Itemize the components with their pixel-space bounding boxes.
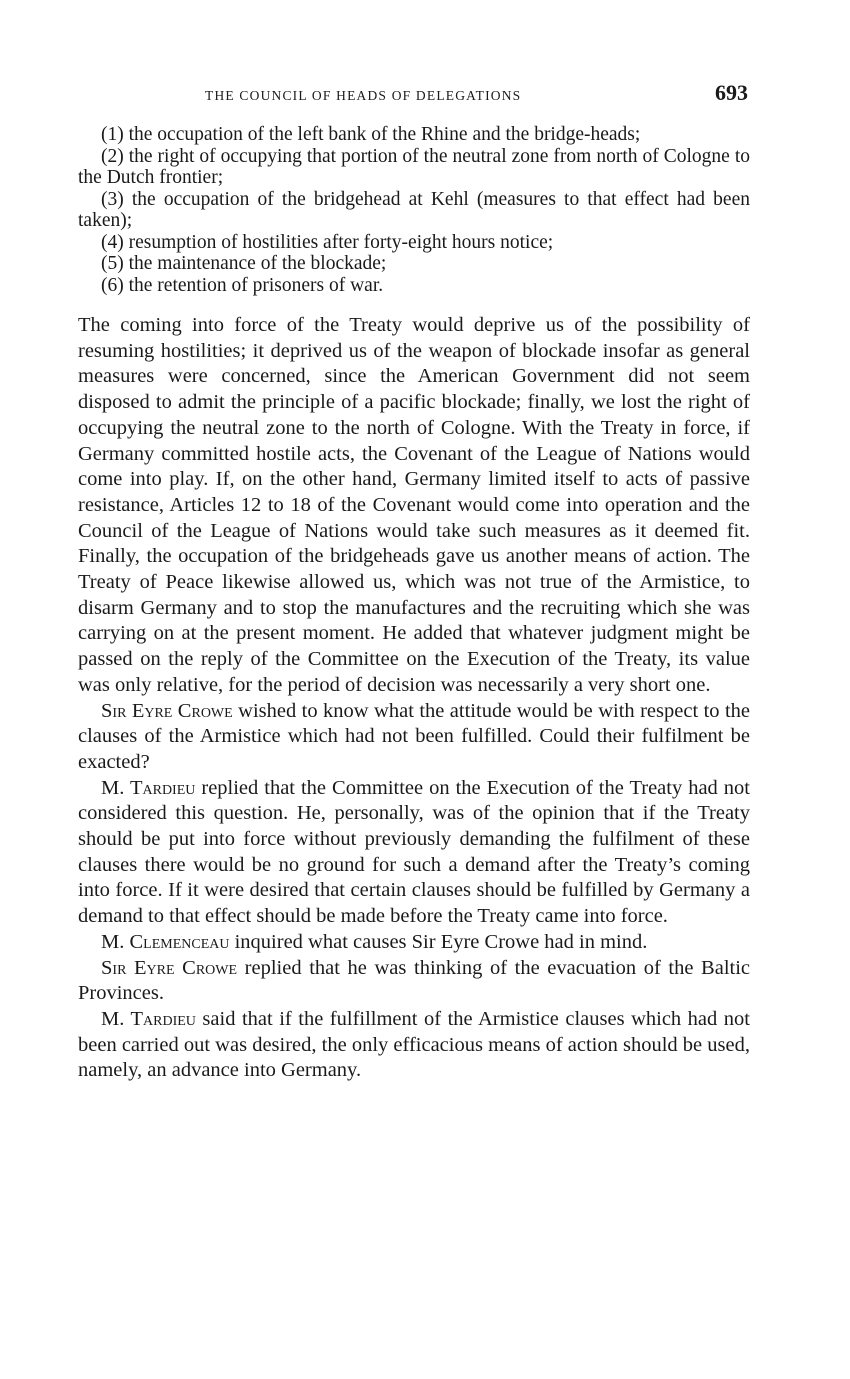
speaker-name: M. Tardieu	[101, 776, 196, 799]
paragraph-text: said that if the fulfillment of the Armistice clauses which had not been carried out was desired, the only efficacious means of action should be used, namely, an advance into Germany.	[78, 1007, 750, 1082]
speaker-name: Sir Eyre Crowe	[101, 956, 238, 979]
paragraph-text: inquired what causes Sir Eyre Crowe had in mind.	[229, 930, 648, 953]
paragraph-text: replied that the Committee on the Execution of the Treaty had not considered this question. He, personally, was of the opinion that if the Treaty should be put into force without previously demanding the fulfilment of these clauses there would be no ground for such a demand after the Treaty’s coming into force. If it were desired that certain clauses should be fulfilled by Germany a demand to that effect should be made before the Treaty came into force.	[78, 776, 750, 928]
paragraph	[78, 313, 750, 699]
speaker-name: M. Clemenceau	[101, 930, 230, 953]
paragraph	[78, 776, 750, 930]
list-item: (1) the occupation of the left bank of the Rhine and the bridge-heads;	[101, 124, 641, 145]
list-item: (2) the right of occupying that portion of the neutral zone from north of Cologne to the Dutch frontier;	[78, 145, 750, 188]
page-number: 693	[715, 80, 748, 105]
paragraph	[78, 699, 750, 776]
list-item: (4) resumption of hostilities after forty-eight hours notice;	[101, 231, 554, 253]
paragraph-text: replied that he was thinking of the evacuation of the Baltic Provinces.	[78, 956, 750, 1005]
list-item: (5) the maintenance of the blockade;	[101, 253, 387, 274]
list-item: (6) the retention of prisoners of war.	[101, 274, 384, 296]
document-page	[78, 80, 750, 1084]
speaker-name: Sir Eyre Crowe	[101, 699, 233, 722]
paragraph-text: The coming into force of the Treaty would deprive us of the possibility of resuming hostilities; it deprived us of the weapon of blockade insofar as general measures were concerned, since the American Government did not seem disposed to admit the principle of a pacific blockade; finally, we lost the right of occupying the neutral zone to the north of Cologne. With the Treaty in force, if Germany committed hostile acts, the Covenant of the League of Nations would come into play. If, on the other hand, Germany limited itself to acts of passive resistance, Articles 12 to 18 of the Covenant would come into operation and the Council of the League of Nations would take such measures as it deemed fit. Finally, the occupation of the bridgeheads gave us another means of action. The Treaty of Peace likewise allowed us, which was not true of the Armistice, to disarm Germany and to stop the manufactures and the recruiting which she was carrying on at the present moment. He added that whatever judgment might be passed on the reply of the Committee on the Execution of the Treaty, its value was only relative, for the period of decision was necessarily a very short one.	[78, 314, 750, 696]
conditions-list	[78, 124, 750, 296]
running-head: THE COUNCIL OF HEADS OF DELEGATIONS	[205, 88, 522, 103]
paragraph	[78, 956, 750, 1007]
list-item: (3) the occupation of the bridgehead at Kehl (measures to that effect had been taken);	[78, 188, 750, 231]
body-text	[78, 313, 750, 1084]
paragraph	[78, 1007, 750, 1084]
speaker-name: M. Tardieu	[101, 1007, 196, 1030]
page-header	[78, 80, 750, 112]
paragraph-text: wished to know what the attitude would be with respect to the clauses of the Armistice which had not been fulfilled. Could their fulfilment be exacted?	[78, 699, 751, 773]
paragraph	[78, 930, 750, 956]
